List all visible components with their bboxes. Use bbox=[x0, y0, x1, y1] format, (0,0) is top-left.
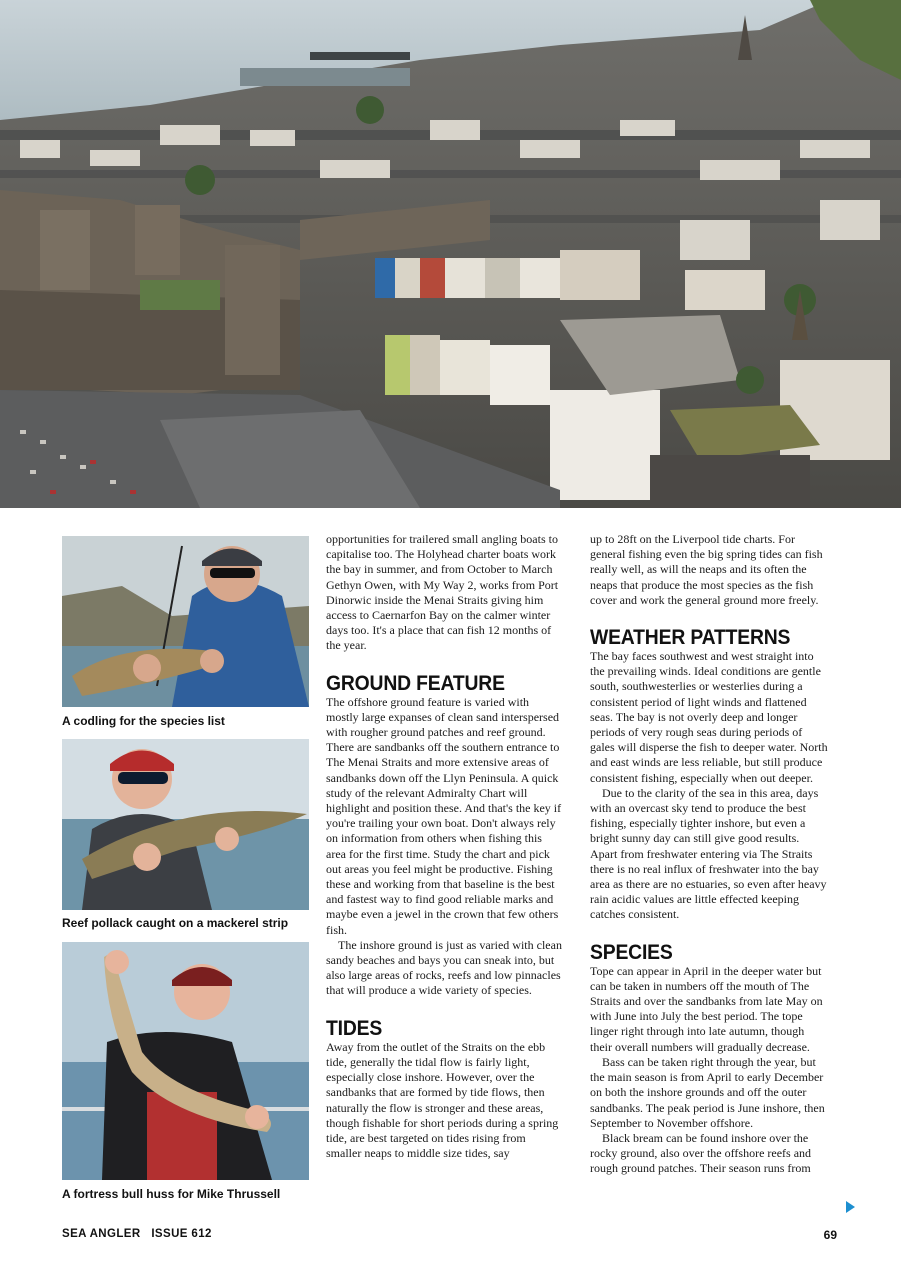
continue-arrow-icon bbox=[846, 1201, 855, 1213]
footer-publication: SEA ANGLER ISSUE 612 bbox=[62, 1228, 212, 1240]
paragraph-weather-1: The bay faces southwest and west straight into the prevailing winds. Ideal conditions are gentle south, southwesterlies or westerlies during a consistent period of light winds and flattened seas. The bay is not overly deep and longer periods of very rough seas during periods of gales will disperse the fish to deeper water. North and east winds are less reliable, but still produce consistent fishing, especially when out deeper. bbox=[590, 649, 828, 785]
article-column-2 bbox=[326, 532, 564, 1161]
paragraph-weather-2: Due to the clarity of the sea in this area, days with an overcast sky tend to produce the best fishing, especially tighter inshore, but even a bright sunny day can still give good results. Apart from freshwater entering via The Straits there is no real influx of freshwater into the bay area as there are no estuaries, so even after heavy rain acidic values are little effected keeping catches consistent. bbox=[590, 785, 827, 922]
page-number: 69 bbox=[823, 1228, 837, 1242]
hero-aerial-photo bbox=[0, 0, 901, 508]
paragraph-ground-2: The inshore ground is just as varied with clean sandy beaches and bays you can sneak into, but also large areas of rocks, reefs and low pinnacles that will produce a wide variety of species. bbox=[326, 937, 562, 998]
heading-tides: TIDES bbox=[326, 1015, 383, 1040]
caption-bull-huss: A fortress bull huss for Mike Thrussell bbox=[62, 1187, 281, 1201]
heading-weather-patterns: WEATHER PATTERNS bbox=[590, 625, 791, 650]
caption-codling: A codling for the species list bbox=[62, 714, 225, 728]
paragraph-tides-1: Away from the outlet of the Straits on the ebb tide, generally the tidal flow is fairly light, especially close inshore. However, over the sandbanks that are formed by tide flows, then naturally the flow is stronger and these areas, though fishable for short periods during a spring tide, are best targeted on tides rising from smaller neaps to middle size tides, say bbox=[326, 1039, 559, 1161]
paragraph-tides-continued: up to 28ft on the Liverpool tide charts. For general fishing even the big spring tides can fish really well, as will the neaps and its often the neaps that produce the most species as the fish cover and work the general ground more freely. bbox=[590, 532, 823, 607]
photo-codling-angler bbox=[62, 536, 309, 707]
heading-species: SPECIES bbox=[590, 939, 673, 964]
photo-bull-huss-angler bbox=[62, 942, 309, 1180]
heading-ground-feature: GROUND FEATURE bbox=[326, 670, 505, 695]
photo-pollack-angler bbox=[62, 739, 309, 910]
paragraph-ground-1: The offshore ground feature is varied with mostly large expanses of clean sand interspersed with rougher ground patches and reef ground. There are sandbanks off the southern entrance to The Menai Straits and more extensive areas of sandbanks down off the Llyn Peninsula. A quick study of the relevant Admiralty Chart will highlight and position these. And that's the key if you're trailing your own boat. Don't always rely on information from others when fishing this area for the first time. Study the chart and pick out areas you feel might be productive. Fishing these and working from that baseline is the best and fastest way to find good reliable marks and maybe even a jewel in the crown that few others fish. bbox=[326, 694, 562, 937]
paragraph-species-3: Black bream can be found inshore over the rocky ground, also over the offshore reefs and rough ground patches. Their season runs from bbox=[590, 1130, 812, 1176]
paragraph-species-1: Tope can appear in April in the deeper water but can be taken in numbers off the mouth of The Straits and over the sandbanks from late May on with June into July the best period. The tope linger right through into late autumn, though their overall numbers will gradually decrease. bbox=[590, 963, 823, 1054]
article-column-3 bbox=[590, 532, 828, 1177]
paragraph-species-2: Bass can be taken right through the year, but the main season is from April to early December on both the inshore grounds and off the outer sandbanks. The peak period is June inshore, then September to November offshore. bbox=[590, 1054, 825, 1130]
paragraph-intro-continued: opportunities for trailered small angling boats to capitalise too. The Holyhead charter boats work the bay in summer, and from October to March Gethyn Owen, with My Way 2, works from Port Dinorwic inside the Menai Straits giving him access to Caernarfon Bay on the calmer winter days too. It's a place that can fish 12 months of the year. bbox=[326, 532, 559, 653]
caption-pollack: Reef pollack caught on a mackerel strip bbox=[62, 916, 289, 930]
